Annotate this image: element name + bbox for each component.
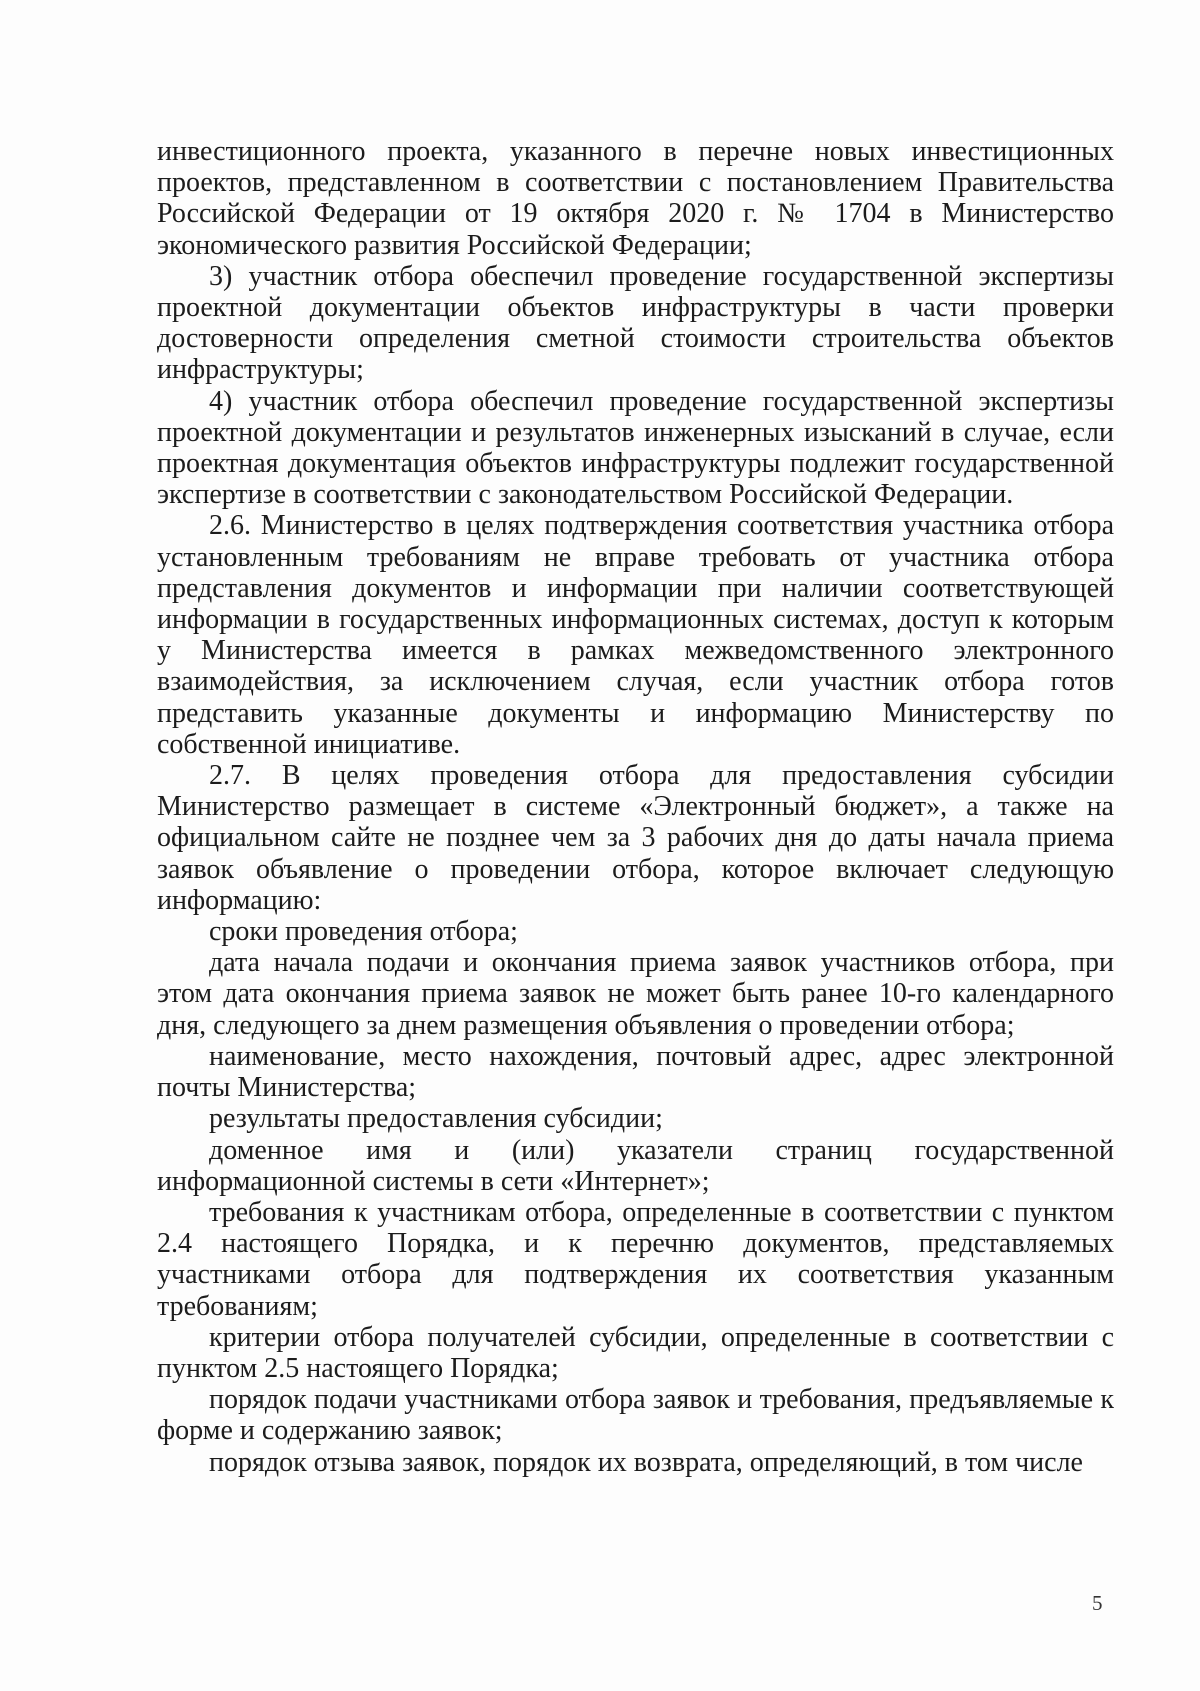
paragraph-1: инвестиционного проекта, указанного в перечне новых инвестиционных проектов, представленном в соответствии с постановлением Правительства Российской Федерации от 19 октября 2020 г. № 1704 в Министерство экономического развития Российской Федерации;	[157, 136, 1114, 261]
paragraph-10: доменное имя и (или) указатели страниц государственной информационной системы в сети «Интернет»;	[157, 1134, 1114, 1197]
paragraph-4: 2.6. Министерство в целях подтверждения соответствия участника отбора установленным требованиям не вправе требовать от участника отбора представления документов и информации при наличии соответствующей информации в государственных информационных системах, доступ к которым у Министерства имеется в рамках межведомственного электронного взаимодействия, за исключением случая, если участник отбора готов представить указанные документы и информацию Министерству по собственной инициативе.	[157, 510, 1114, 760]
paragraph-3: 4) участник отбора обеспечил проведение государственной экспертизы проектной документации и результатов инженерных изысканий в случае, если проектная документация объектов инфраструктуры подлежит государственной экспертизе в соответствии с законодательством Российской Федерации.	[157, 385, 1114, 511]
paragraph-12: критерии отбора получателей субсидии, определенные в соответствии с пунктом 2.5 настоящего Порядка;	[157, 1321, 1114, 1384]
paragraph-9: результаты предоставления субсидии;	[209, 1103, 663, 1135]
paragraph-5: 2.7. В целях проведения отбора для предоставления субсидии Министерство размещает в системе «Электронный бюджет», а также на официальном сайте не позднее чем за 3 рабочих дня до даты начала приема заявок объявление о проведении отбора, которое включает следующую информацию:	[157, 760, 1114, 916]
paragraph-6: сроки проведения отбора;	[209, 916, 518, 948]
page-number: 5	[1092, 1591, 1103, 1615]
document-body	[157, 136, 1114, 1478]
paragraph-14: порядок отзыва заявок, порядок их возврата, определяющий, в том числе	[209, 1446, 1083, 1478]
paragraph-7: дата начала подачи и окончания приема заявок участников отбора, при этом дата окончания приема заявок не может быть ранее 10-го календарного дня, следующего за днем размещения объявления о проведении отбора;	[157, 947, 1114, 1041]
paragraph-8: наименование, место нахождения, почтовый адрес, адрес электронной почты Министерства;	[157, 1040, 1114, 1104]
paragraph-13: порядок подачи участниками отбора заявок и требования, предъявляемые к форме и содержанию заявок;	[157, 1384, 1114, 1447]
paragraph-2: 3) участник отбора обеспечил проведение государственной экспертизы проектной документации объектов инфраструктуры в части проверки достоверности определения сметной стоимости строительства объектов инфраструктуры;	[157, 260, 1114, 386]
paragraph-11: требования к участникам отбора, определенные в соответствии с пунктом 2.4 настоящего Порядка, и к перечню документов, представляемых участниками отбора для подтверждения их соответствия указанным требованиям;	[157, 1196, 1114, 1322]
